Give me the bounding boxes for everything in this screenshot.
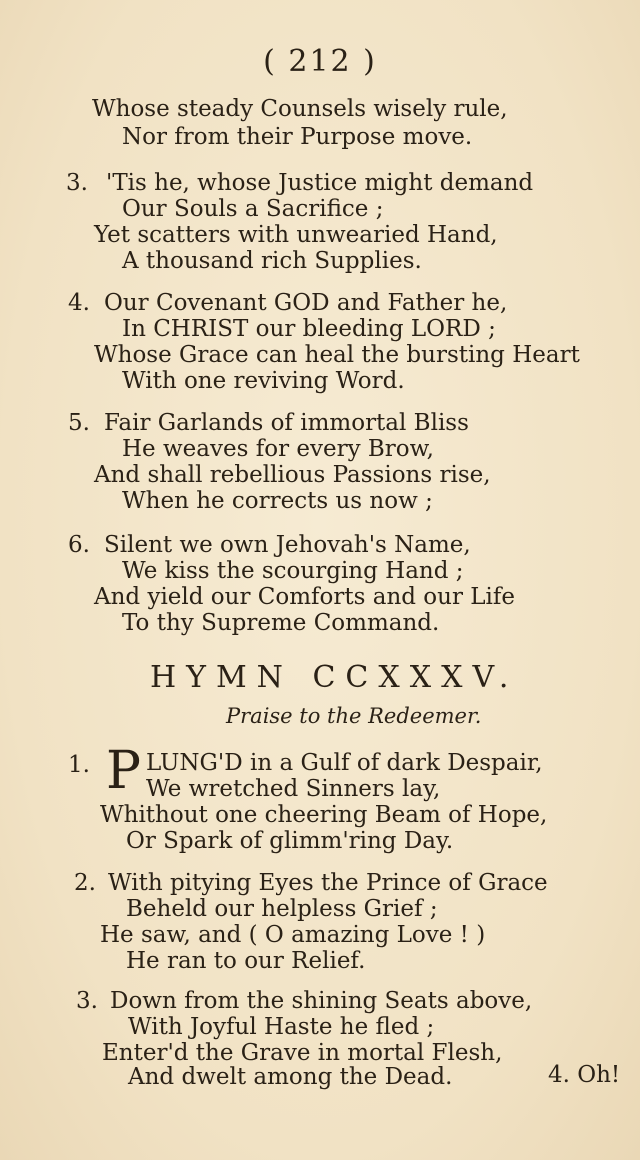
verse-line: Enter'd the Grave in mortal Flesh,	[102, 1040, 503, 1066]
verse-line: Beheld our helpless Grief ;	[126, 896, 438, 922]
verse-line: We wretched Sinners lay,	[146, 776, 441, 802]
verse-line: Yet scatters with unwearied Hand,	[94, 222, 498, 248]
verse-line: With one reviving Word.	[122, 368, 405, 394]
hymn-title: HYMN CCXXXV.	[150, 660, 519, 695]
verse-line: Down from the shining Seats above,	[110, 988, 533, 1014]
verse-line: With pitying Eyes the Prince of Grace	[108, 870, 548, 896]
verse-line: Fair Garlands of immortal Bliss	[104, 410, 469, 436]
verse-line: He saw, and ( O amazing Love ! )	[100, 922, 486, 948]
hymn-subtitle: Praise to the Redeemer.	[226, 704, 482, 728]
verse-line: He weaves for every Brow,	[122, 436, 434, 462]
verse-line: LUNG'D in a Gulf of dark Despair,	[146, 750, 543, 776]
verse-line: When he corrects us now ;	[122, 488, 433, 514]
verse-line: With Joyful Haste he fled ;	[128, 1014, 435, 1040]
verse-line: And yield our Comforts and our Life	[94, 584, 516, 610]
verse-line: Silent we own Jehovah's Name,	[104, 532, 471, 558]
verse-number: 6.	[68, 532, 90, 558]
verse-line: Nor from their Purpose move.	[122, 124, 473, 150]
verse-number: 3.	[76, 988, 98, 1014]
verse-line: A thousand rich Supplies.	[122, 248, 422, 274]
catchword: 4. Oh!	[548, 1062, 621, 1088]
verse-line: And shall rebellious Passions rise,	[94, 462, 491, 488]
verse-number: 3.	[66, 170, 88, 196]
verse-line: Our Covenant GOD and Father he,	[104, 290, 508, 316]
verse-line: Or Spark of glimm'ring Day.	[126, 828, 454, 854]
verse-line: And dwelt among the Dead.	[128, 1064, 453, 1090]
verse-number: 2.	[74, 870, 96, 896]
verse-line: Whithout one cheering Beam of Hope,	[100, 802, 548, 828]
verse-number: 4.	[68, 290, 90, 316]
verse-line: Whose Grace can heal the bursting Heart	[94, 342, 580, 368]
page-number: ( 212 )	[263, 44, 377, 79]
verse-line: 'Tis he, whose Justice might demand	[106, 170, 534, 196]
drop-cap: P	[106, 741, 141, 801]
verse-line: We kiss the scourging Hand ;	[122, 558, 464, 584]
verse-number: 5.	[68, 410, 90, 436]
verse-line: Whose steady Counsels wisely rule,	[92, 96, 508, 122]
verse-line: Our Souls a Sacrifice ;	[122, 196, 384, 222]
verse-line: He ran to our Relief.	[126, 948, 366, 974]
verse-number: 1.	[68, 752, 90, 778]
verse-line: In CHRIST our bleeding LORD ;	[122, 316, 496, 342]
verse-line: To thy Supreme Command.	[122, 610, 440, 636]
